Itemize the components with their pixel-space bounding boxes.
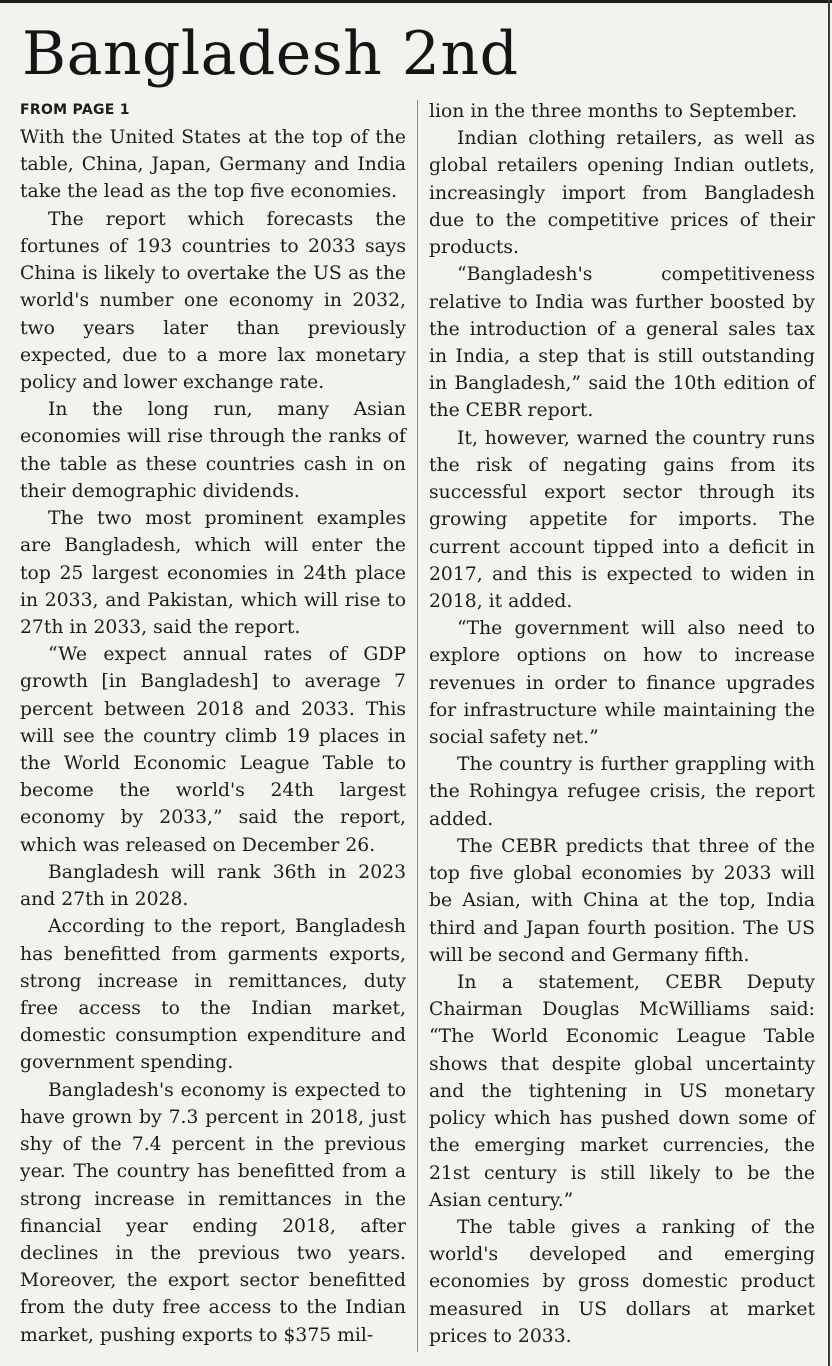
right-border [828,0,830,1366]
kicker-from-page-1: FROM PAGE 1 [20,102,130,118]
paragraph: Bangladesh will rank 36th in 2023 and 27th in 2028. [20,861,406,911]
paragraph: According to the report, Bangladesh has benefitted from garments exports, strong increase in remittances, duty free access to the Indian market, domestic consumption expenditure and government spending. [20,916,406,1074]
paragraph: Bangladesh's economy is expected to have grown by 7.3 percent in 2018, just shy of the 7.4 percent in the previous year. The country has benefitted from a strong increase in remittances in the financial year ending 2018, after declines in the previous two years. Moreover, the export sector benefitted from the duty free access to the Indian market, pushing exports to $375 mil- [20,1079,406,1346]
paragraph-continued: lion in the three months to September. [429,101,798,122]
right-column [429,98,815,1350]
paragraph: The table gives a ranking of the world's developed and emerging economies by gross domestic product measured in US dollars at market prices to 2033. [429,1216,815,1347]
paragraph: Indian clothing retailers, as well as global retailers opening Indian outlets, increasingly import from Bangladesh due to the competitive prices of their products. [429,128,815,259]
paragraph: The report which forecasts the fortunes of 193 countries to 2033 says China is likely to overtake the US as the world's number one economy in 2032, two years later than previously expected, due to a more lax monetary policy and lower exchange rate. [20,208,406,393]
paragraph: It, however, warned the country runs the risk of negating gains from its successful export sector through its growing appetite for imports. The current account tipped into a deficit in 2017, and this is expected to widen in 2018, it added. [429,427,815,612]
paragraph: With the United States at the top of the table, China, Japan, Germany and India take the lead as the top five economies. [20,127,406,203]
paragraph: In a statement, CEBR Deputy Chairman Douglas McWilliams said: “The World Economic League Table shows that despite global uncertainty and the tightening in US monetary policy which has pushed down some of the emerging market currencies, the 21st century is still likely to be the Asian century.” [429,972,815,1211]
paragraph: The country is further grappling with the Rohingya refugee crisis, the report added. [429,754,815,830]
paragraph: “The government will also need to explore options on how to increase revenues in order to finance upgrades for infrastructure while maintaining the social safety net.” [429,618,815,749]
left-column [20,98,406,1349]
paragraph: The CEBR predicts that three of the top five global economies by 2033 will be Asian, with China at the top, India third and Japan fourth position. The US will be second and Germany fifth. [429,835,815,966]
headline: Bangladesh 2nd [22,19,519,89]
paragraph: “We expect annual rates of GDP growth [in Bangladesh] to average 7 percent between 2018 and 2033. This will see the country climb 19 places in the World Economic League Table to become the world's 24th largest economy by 2033,” said the report, which was released on December 26. [20,644,406,856]
column-divider [417,100,418,1352]
top-rule [0,0,832,3]
paragraph: In the long run, many Asian economies will rise through the ranks of the table as these countries cash in on their demographic dividends. [20,399,406,502]
paragraph: “Bangladesh's competitiveness relative to India was further boosted by the introduction of a general sales tax in India, a step that is still outstanding in Bangladesh,” said the 10th edition of the CEBR report. [429,264,815,422]
paragraph: The two most prominent examples are Bangladesh, which will enter the top 25 largest economies in 24th place in 2033, and Pakistan, which will rise to 27th in 2033, said the report. [20,508,406,638]
